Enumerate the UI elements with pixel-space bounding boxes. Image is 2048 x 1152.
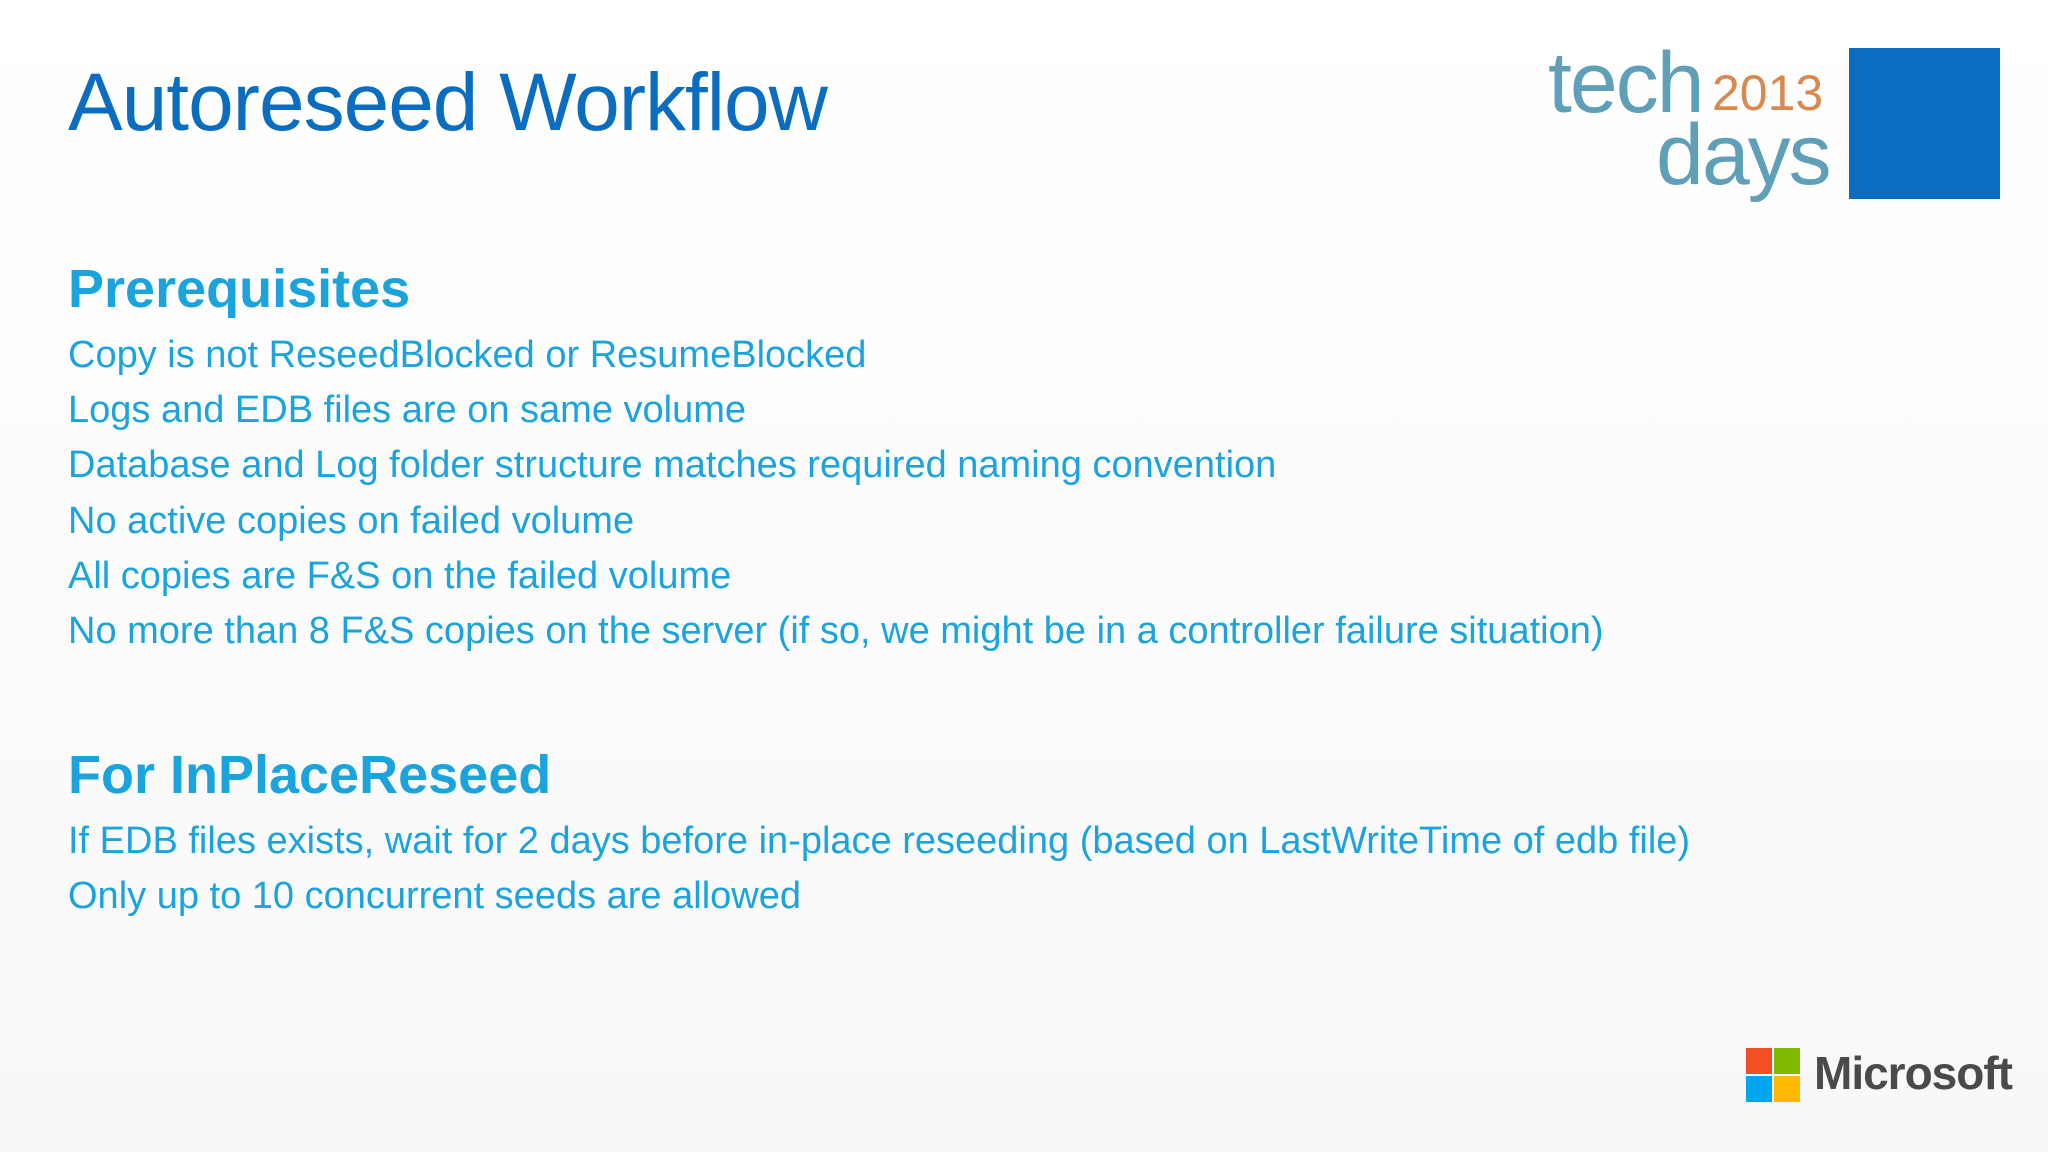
ms-yellow-square — [1774, 1076, 1800, 1102]
microsoft-logo — [1746, 1046, 2012, 1104]
list-item: All copies are F&S on the failed volume — [68, 554, 732, 597]
list-item: No active copies on failed volume — [68, 499, 635, 542]
list-item: Only up to 10 concurrent seeds are allowed — [68, 875, 801, 918]
ms-green-square — [1774, 1048, 1800, 1074]
ms-red-square — [1746, 1048, 1772, 1074]
ms-blue-square — [1746, 1076, 1772, 1102]
section-heading-prerequisites: Prerequisites — [68, 259, 411, 319]
list-item: Database and Log folder structure matches required naming convention — [68, 444, 1277, 487]
microsoft-wordmark: Microsoft — [1814, 1047, 2012, 1099]
logo-blue-square — [1849, 48, 2000, 199]
list-item: Copy is not ReseedBlocked or ResumeBlocked — [68, 334, 867, 376]
list-item: No more than 8 F&S copies on the server (if so, we might be in a controller failure situation) — [68, 610, 1604, 653]
microsoft-windows-icon — [1746, 1048, 1800, 1102]
logo-year-text: 2013 — [1712, 65, 1824, 121]
section-heading-inplacereseed: For InPlaceReseed — [68, 745, 552, 805]
list-item: If EDB files exists, wait for 2 days before in-place reseeding (based on LastWriteTime of edb file) — [68, 820, 1691, 862]
inplacereseed-list — [68, 814, 1690, 924]
logo-days-text: days — [1656, 107, 1830, 203]
slide-title: Autoreseed Workflow — [68, 57, 827, 148]
prerequisites-list — [68, 328, 1604, 659]
logo-tech-text: tech — [1548, 35, 1703, 131]
list-item: Logs and EDB files are on same volume — [68, 389, 747, 432]
techdays-logo — [1544, 35, 1999, 203]
